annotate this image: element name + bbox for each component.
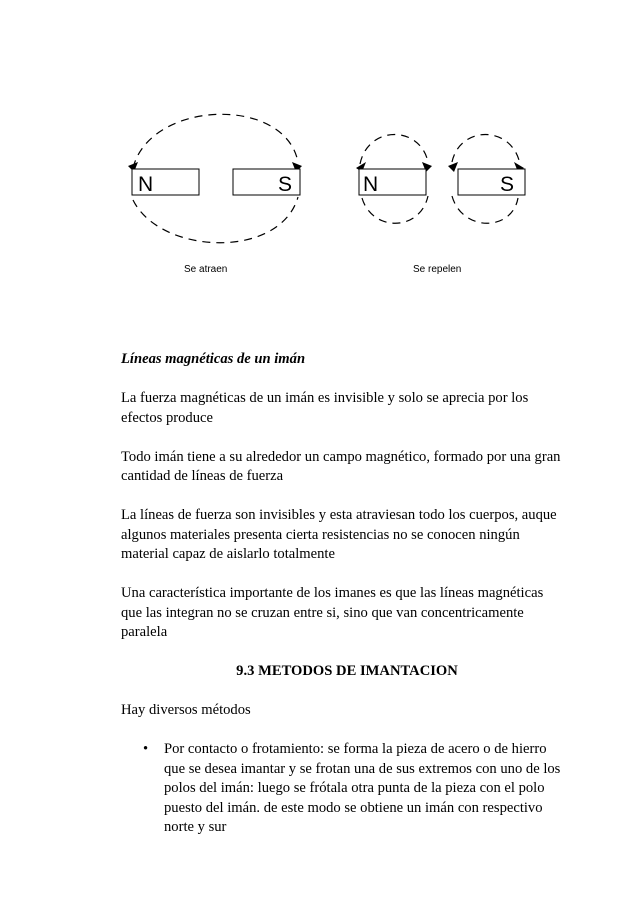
document-body <box>121 350 561 838</box>
attract-field-line-bottom <box>133 197 298 243</box>
paragraph-intro: Hay diversos métodos <box>121 702 251 718</box>
paragraph: Una característica importante de los imanes es que las líneas magnéticas que las integran no se cruzan entre si, sino que van concentricamente paralela <box>121 585 544 640</box>
repel-left-field-line-top <box>360 134 428 164</box>
repel-right-field-line-top <box>452 134 520 164</box>
attract-south-label: S <box>278 173 293 196</box>
list-item <box>121 740 561 838</box>
repel-south-label: S <box>500 173 515 196</box>
methods-list <box>121 740 561 838</box>
attract-caption: Se atraen <box>184 264 228 275</box>
repel-magnet-south <box>458 169 525 195</box>
paragraph: La fuerza magnéticas de un imán es invisible y solo se aprecia por los efectos produce <box>121 390 529 426</box>
section-title-magnetic-lines: Líneas magnéticas de un imán <box>121 351 306 367</box>
repel-north-label: N <box>363 173 379 196</box>
section-title-magnetization-methods: 9.3 METODOS DE IMANTACION <box>236 663 458 679</box>
magnet-field-diagram <box>0 0 638 300</box>
arrowhead-icon <box>448 162 458 172</box>
repel-left-field-line-bottom <box>362 196 428 223</box>
repel-right-field-line-bottom <box>452 196 518 223</box>
repel-caption: Se repelen <box>413 264 462 275</box>
bullet-icon: • <box>143 741 149 757</box>
attract-north-label: N <box>138 173 154 196</box>
attract-field-line-top <box>133 114 298 168</box>
paragraph: Todo imán tiene a su alrededor un campo magnético, formado por una gran cantidad de líneas de fuerza <box>121 448 561 484</box>
paragraph: La líneas de fuerza son invisibles y esta atraviesan todo los cuerpos, auque algunos materiales presenta cierta resistencias no se conocen ningún material capaz de aislarlo totalmente <box>121 507 557 562</box>
list-item-text: Por contacto o frotamiento: se forma la pieza de acero o de hierro que se desea imantar y se frotan una de sus extremos con uno de los polos del imán: luego se frótala otra punta de la pieza con el polo puesto del imán. de este modo se obtiene un imán con respectivo norte y sur <box>164 741 561 835</box>
